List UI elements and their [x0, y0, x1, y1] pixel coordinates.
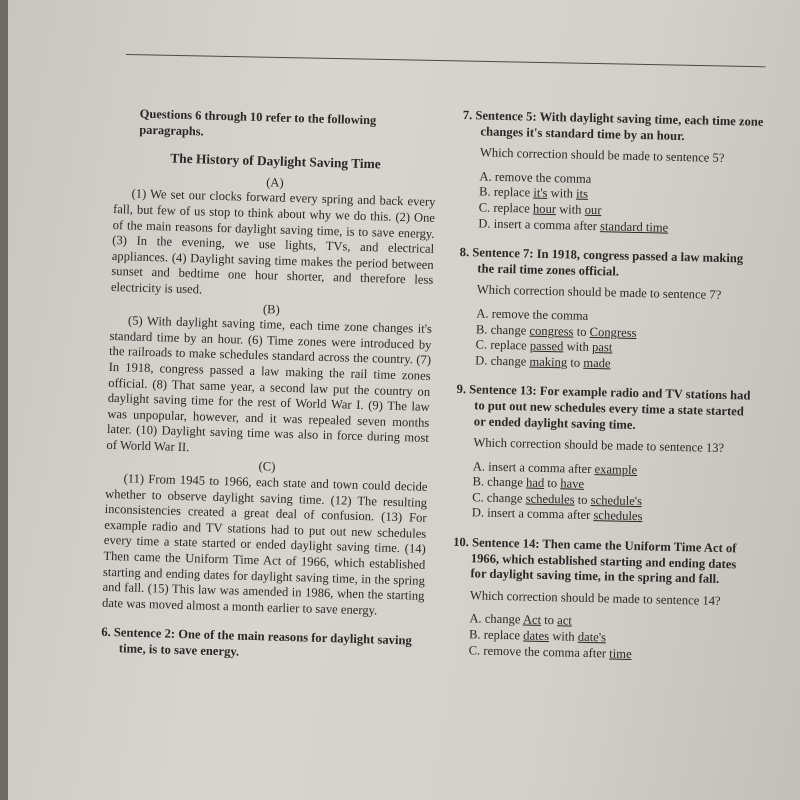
passage-title: The History of Daylight Saving Time — [170, 150, 381, 172]
q9-option-b[interactable]: B. change had to have — [472, 474, 585, 492]
q8-option-d[interactable]: D. change making to made — [475, 353, 611, 371]
questions-intro: Questions 6 through 10 refer to the following paragraphs. — [139, 106, 377, 139]
q9-option-c[interactable]: C. change schedules to schedule's — [472, 490, 643, 509]
header-rule — [126, 54, 766, 67]
question-6 — [101, 625, 424, 665]
section-c-text: (11) From 1945 to 1966, each state and town could decide whether to observe daylight saving time. (12) The resulting inconsistencies created a great deal of confusion. (13) For example radio and TV stations had to put out new schedules every time a state started or ended daylight saving time. (14) Then came the Uniform Time Act of 1966, which established starting and ending dates for daylight saving time, in the spring and fall. (15) This law was amended in 1986, when the starting date was moved almost a month earlier to save energy. — [101, 471, 428, 618]
q7-option-b[interactable]: B. replace it's with its — [478, 184, 589, 202]
q10-option-b[interactable]: B. replace dates with date's — [468, 627, 607, 645]
q7-option-d[interactable]: D. insert a comma after standard time — [478, 215, 669, 235]
q8-option-b[interactable]: B. change congress to Congress — [475, 321, 637, 340]
q10-option-a[interactable]: A. change Act to act — [469, 611, 573, 629]
question-7-stem: 7. Sentence 5: With daylight saving time, each time zone changes it's standard time by an hour. — [462, 108, 764, 143]
question-10 — [451, 535, 756, 665]
worksheet-page — [8, 0, 800, 800]
question-10-stem: 10. Sentence 14: Then came the Uniform Time Act of 1966, which established starting and ending dates for daylight saving time, in the spring and fall. — [452, 534, 737, 587]
q10-option-c[interactable]: C. remove the comma after time — [468, 642, 632, 661]
q9-option-d[interactable]: D. insert a comma after schedules — [471, 505, 643, 524]
q7-option-c[interactable]: C. replace hour with our — [478, 200, 602, 218]
q9-option-a[interactable]: A. insert a comma after example — [472, 459, 638, 477]
section-b-label: (B) — [262, 301, 280, 317]
question-7-prompt: Which correction should be made to sentence 5? — [479, 145, 725, 166]
questions-column — [450, 108, 765, 679]
section-c-label: (C) — [258, 459, 276, 475]
question-8 — [457, 245, 762, 375]
question-8-stem: 8. Sentence 7: In 1918, congress passed a law making the rail time zones official. — [459, 245, 744, 279]
q8-option-c[interactable]: C. replace passed with past — [475, 337, 613, 355]
question-8-prompt: Which correction should be made to sentence 7? — [476, 282, 722, 303]
q8-option-a[interactable]: A. remove the comma — [476, 306, 589, 323]
question-9-stem: 9. Sentence 13: For example radio and TV stations had to put out new schedules every time a state started or ended daylight saving time. — [456, 382, 751, 432]
section-a-text: (1) We set our clocks forward every spring and back every fall, but few of us stop to think about why we do this. (2) One of the main reasons for daylight saving time, is to save energy. (3) In the evening, we use lights, TVs, and electrical appliances. (4) Daylight saving time makes the period between sunset and bedtime one hour shorter, and therefore less electricity is used. — [110, 186, 436, 297]
question-7 — [460, 108, 765, 238]
section-b-text: (5) With daylight saving time, each time zone changes it's standard time by an hour. (6) Time zones were introduced by the railroads to make schedules standard across the country. (7) In 1918, congress passed a law making the rail time zones official. (8) That same year, a second law put the country on daylight saving time for the rest of World War I. (9) The law was unpopular, however, and it was repealed seven months later. (10) Daylight saving time was also in force during most of World War II. — [106, 313, 433, 455]
passage-column — [100, 106, 438, 679]
question-9 — [454, 382, 759, 528]
q7-option-a[interactable]: A. remove the comma — [479, 169, 592, 186]
question-9-prompt: Which correction should be made to sentence 13? — [473, 435, 725, 456]
section-a-label: (A) — [265, 175, 284, 190]
question-10-prompt: Which correction should be made to sentence 14? — [469, 588, 721, 608]
question-6-stem: 6. Sentence 2: One of the main reasons for daylight saving time, is to save energy. — [101, 625, 412, 659]
